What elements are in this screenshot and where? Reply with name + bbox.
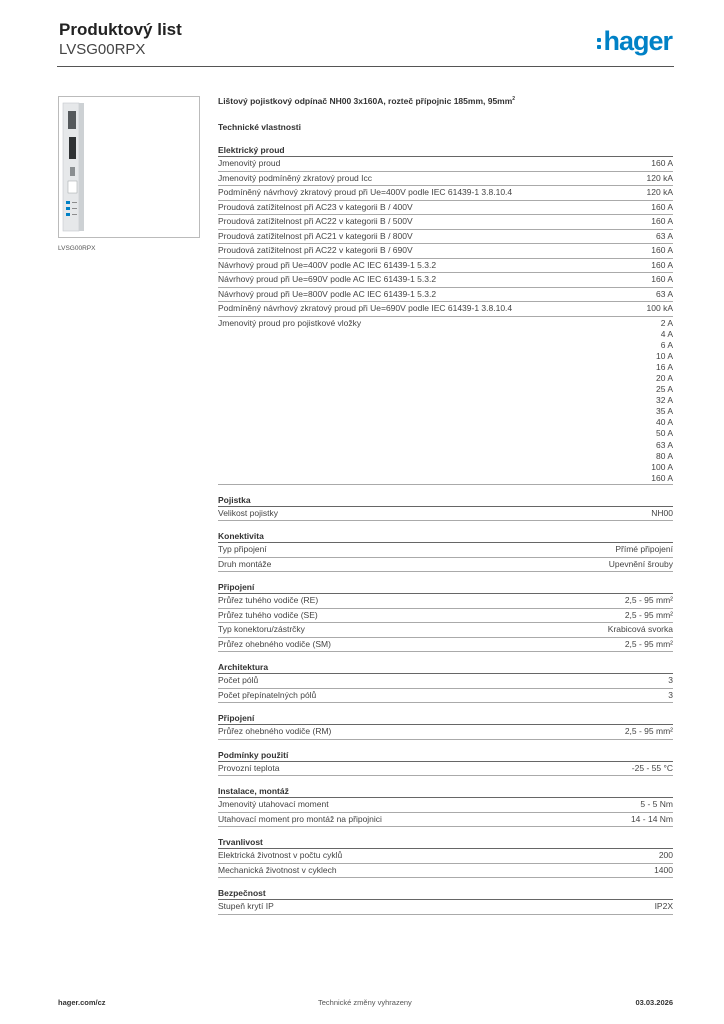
spec-section [218,661,673,703]
spec-row [218,689,673,704]
spec-row [218,900,673,915]
spec-value: 3 [668,675,673,686]
spec-value: 6 A [660,339,673,350]
spec-row [218,215,673,230]
spec-value: 63 A [655,230,673,241]
footer-note: Technické změny vyhrazeny [318,998,412,1007]
spec-row [218,674,673,689]
spec-label: Průřez ohebného vodiče (RM) [218,726,332,737]
spec-value: -25 - 55 °C [631,762,673,773]
spec-sections [218,144,673,915]
spec-value: 50 A [655,428,673,439]
spec-value: 63 A [655,288,673,299]
spec-section [218,494,673,522]
spec-row [218,507,673,522]
spec-label: Proudová zatížitelnost při AC22 v kategorii B / 690V [218,245,413,255]
spec-row [218,798,673,813]
product-description: Lištový pojistkový odpínač NH00 3x160A, rozteč přípojnic 185mm, $95mm^2$ [218,96,516,106]
spec-label: Elektrická životnost v počtu cyklů [218,850,343,861]
spec-value: 160 A [651,259,673,270]
spec-value: 2 A [660,317,673,328]
section-title: Bezpečnost [218,887,673,900]
spec-section [218,887,673,915]
spec-row [218,302,673,317]
spec-row [218,157,673,172]
specification-area [218,96,673,924]
section-title: Připojení [218,712,673,725]
spec-row [218,594,673,609]
spec-value: 160 A [651,472,673,483]
spec-row [218,317,673,485]
section-title: Konektivita [218,530,673,543]
page-title: Produktový list [59,20,182,39]
spec-value: 1400 [654,864,673,875]
spec-label: Návrhový proud při Ue=690V podle AC IEC 61439-1 5.3.2 [218,274,437,284]
spec-section [218,581,673,652]
spec-label: Typ konektoru/zástrčky [218,624,305,635]
footer-website[interactable]: hager.com/cz [58,998,106,1007]
spec-value: 100 A [651,461,673,472]
spec-value: 25 A [655,384,673,395]
product-image [58,96,200,238]
spec-label: Provozní teplota [218,762,280,773]
header-divider [57,66,674,67]
image-caption: LVSG00RPX [58,245,96,252]
spec-label: Jmenovitý utahovací moment [218,799,329,810]
spec-label: Návrhový proud při Ue=800V podle AC IEC 61439-1 5.3.2 [218,288,437,299]
spec-row [218,201,673,216]
spec-row [218,813,673,828]
spec-label: Jmenovitý proud [218,158,281,168]
spec-section [218,144,673,485]
spec-value: 120 kA [646,172,673,183]
spec-row [218,638,673,653]
spec-row [218,725,673,740]
spec-row [218,273,673,288]
section-title: Pojistka [218,494,673,507]
spec-value: 4 A [660,328,673,339]
spec-label: Podmíněný návrhový zkratový proud při Ue=690V podle IEC 61439-1 3.8.10.4 [218,303,513,313]
spec-section [218,785,673,827]
spec-value: 160 A [651,216,673,226]
spec-row [218,849,673,864]
product-code: LVSG00RPX [59,41,146,58]
spec-section [218,530,673,572]
spec-value: 160 A [651,245,673,255]
spec-value: 2,5 - 95 mm² [624,726,673,737]
spec-label: Průřez tuhého vodiče (RE) [218,595,319,606]
spec-label: Návrhový proud při Ue=400V podle AC IEC 61439-1 5.3.2 [218,259,437,270]
spec-label: Průřez tuhého vodiče (SE) [218,609,318,620]
footer-date: 03.03.2026 [635,998,673,1007]
document-header [59,20,182,59]
spec-value: 200 [658,850,673,861]
section-title: Připojení [218,581,673,594]
spec-value: Krabicová svorka [607,624,673,635]
spec-value: Přímé připojení [615,544,673,555]
spec-value: 2,5 - 95 mm² [624,595,673,606]
spec-row [218,864,673,879]
spec-row [218,244,673,259]
section-title: Trvanlivost [218,836,673,849]
spec-value: IP2X [654,901,673,912]
spec-value: Upevnění šrouby [608,558,673,569]
spec-value: 63 A [655,439,673,450]
spec-label: Počet pólů [218,675,259,686]
spec-value-list [651,317,673,484]
spec-value: 100 kA [646,303,673,313]
spec-label: Mechanická životnost v cyklech [218,864,337,875]
section-title: Elektrický proud [218,144,673,157]
spec-label: Utahovací moment pro montáž na připojnici [218,813,382,824]
section-title: Podmínky použití [218,749,673,762]
spec-value: 120 kA [646,187,673,197]
spec-value: 80 A [655,450,673,461]
spec-label: Proudová zatížitelnost při AC23 v kategorii B / 400V [218,201,413,212]
logo-dots-icon [597,38,601,49]
spec-value: 160 A [651,158,673,168]
spec-row [218,558,673,573]
spec-row [218,230,673,245]
spec-value: 16 A [655,361,673,372]
spec-row [218,623,673,638]
hager-logo [597,28,672,54]
spec-value: 5 - 5 Nm [640,799,673,810]
spec-row [218,172,673,187]
spec-row [218,288,673,303]
spec-row [218,186,673,201]
spec-value: 20 A [655,372,673,383]
spec-label: Proudová zatížitelnost při AC21 v kategorii B / 800V [218,230,413,241]
spec-row [218,609,673,624]
fuse-switch-illustration-icon [59,97,199,237]
spec-section [218,712,673,740]
spec-row [218,259,673,274]
logo-text: hager [603,26,672,56]
spec-value: 3 [668,689,673,700]
spec-label: Jmenovitý proud pro pojistkové vložky [218,317,362,328]
spec-section [218,836,673,878]
spec-value: 160 A [651,201,673,212]
spec-label: Druh montáže [218,558,272,569]
spec-section [218,749,673,777]
section-title: Instalace, montáž [218,785,673,798]
spec-value: 40 A [655,417,673,428]
spec-value: 32 A [655,395,673,406]
spec-value: 14 - 14 Nm [630,813,673,824]
spec-label: Proudová zatížitelnost při AC22 v kategorii B / 500V [218,216,413,226]
spec-label: Podmíněný návrhový zkratový proud při Ue=400V podle IEC 61439-1 3.8.10.4 [218,187,513,197]
spec-label: Jmenovitý podmíněný zkratový proud Icc [218,172,373,183]
spec-value: 2,5 - 95 mm² [624,638,673,649]
spec-label: Počet přepínatelných pólů [218,689,317,700]
spec-value: 160 A [651,274,673,284]
spec-value: 35 A [655,406,673,417]
spec-label: Průřez ohebného vodiče (SM) [218,638,331,649]
spec-row [218,543,673,558]
spec-label: Velikost pojistky [218,507,278,518]
spec-value: 2,5 - 95 mm² [624,609,673,620]
section-title: Architektura [218,661,673,674]
spec-label: Stupeň krytí IP [218,901,274,912]
technical-properties-title: Technické vlastnosti [218,122,301,132]
spec-label: Typ připojení [218,544,267,555]
spec-value: NH00 [651,507,673,518]
spec-row [218,762,673,777]
spec-value: 10 A [655,350,673,361]
